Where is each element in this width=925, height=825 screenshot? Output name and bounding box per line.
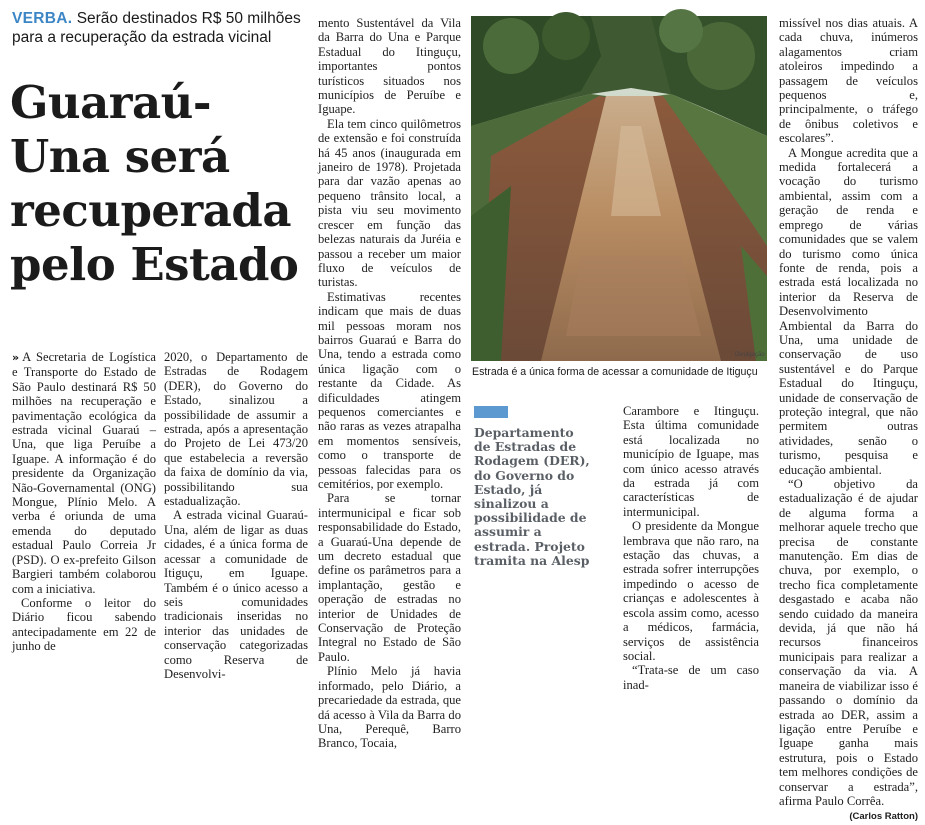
byline-row	[779, 808, 918, 824]
kicker	[12, 9, 307, 47]
photo-caption: Estrada é a única forma de acessar a comunidade de Itiguçu	[472, 366, 758, 378]
paragraph: 2020, o Departamento de Estradas de Rodagem (DER), do Governo do Estado, sinalizou a possibilidade de assumir a estrada, após a apresentação do Projeto de Lei 473/20 que estabelecia a reversão da faixa de domínio da via, possibilitando sua estadualização.	[164, 350, 308, 509]
article-column-4	[623, 404, 759, 692]
headline: Guaraú-Una será recuperada pelo Estado	[10, 76, 299, 291]
paragraph: Conforme o leitor do Diário ficou sabendo antecipadamente em 22 de junho de	[12, 595, 156, 654]
paragraph: Ela tem cinco quilômetros de extensão e foi construída há 45 anos (inaugurada em janeiro de 1978). Projetada para dar vazão apenas ao pequeno trânsito local, a pista viu seu movimento crescer em função das belezas naturais da Juréia e passou a receber um maior fluxo de veículos de turistas.	[318, 116, 461, 290]
paragraph: “Trata-se de um caso inad-	[623, 663, 759, 692]
article-column-5	[779, 16, 918, 823]
article-column-1	[12, 350, 156, 654]
paragraph: Carambore e Itinguçu. Esta última comunidade está localizada no município de Iguape, mas com único acesso através da estrada já com características de intermunicipal.	[623, 404, 759, 519]
kicker-text: Serão destinados R$ 50 milhões para a recuperação da estrada vicinal	[12, 10, 301, 46]
kicker-tag: VERBA.	[12, 10, 73, 27]
paragraph: O presidente da Mongue lembrava que não raro, na estação das chuvas, a estrada sofrer interrupções impedindo o acesso de crianças e adolescentes à escola assim como, acesso a médicos, farmácia, serviços de assistência social.	[623, 519, 759, 663]
pull-quote: Departamento de Estradas de Rodagem (DER), do Governo do Estado, já sinalizou a possibilidade de assumir a estrada. Projeto tramita na Alesp	[474, 425, 590, 568]
photo-credit: Divulgação	[735, 352, 765, 358]
paragraph: Para se tornar intermunicipal e ficar sob responsabilidade do Estado, a Guaraú-Una depende de um decreto estadual que define os parâmetros para a implantação, gestão e operação de estradas no interior de Unidades de Conservação de Proteção Integral no Estado de São Paulo.	[318, 491, 461, 664]
paragraph: missível nos dias atuais. A cada chuva, inúmeros alagamentos criam atoleiros impedindo a passagem de veículos pequenos e, principalmente, o tráfego de ônibus coletivos e escolares”.	[779, 16, 918, 146]
paragraph: Plínio Melo já havia informado, pelo Diário, a precariedade da estrada, que dá acesso à Vila da Barra do Una, Perequê, Barro Branco, Tocaia,	[318, 664, 461, 751]
paragraph: A Mongue acredita que a medida fortalecerá a vocação do turismo ambiental, assim com a geração de renda e emprego de várias comunidades que se valem do turismo como única fonte de renda, pois a estrada está localizada no interior da Reserva de Desenvolvimento Ambiental da Barra do Una, uma unidade de conservação de uso sustentável e do Parque Estadual do Itinguçu, unidade de conservação de proteção integral, que não permitem outras atividades, senão o turismo, pesquisa e educação ambiental.	[779, 145, 918, 477]
paragraph: A estrada vicinal Guaraú-Una, além de ligar as duas cidades, é a única forma de acessar a comunidade de Itiguçu, em Iguape. Também é o único acesso a seis comunidades tradicionais inseridas no interior das unidades de conservação categorizadas como Reserva de Desenvolvi-	[164, 508, 308, 681]
paragraph: » A Secretaria de Logística e Transporte do Estado de São Paulo destinará R$ 50 milhões na recuperação e pavimentação ecológica da estrada vicinal Guaraú – Una, que liga Peruíbe a Iguape. A informação é do presidente da Organização Não-Governamental (ONG) Mongue, Plínio Melo. A verba é oriunda de uma emenda do deputado estadual Paulo Correia Jr (PSD). O ex-prefeito Gilson Bargieri também colaborou com a iniciativa.	[12, 350, 156, 596]
bullet-icon: »	[12, 351, 20, 364]
article-column-3	[318, 16, 461, 751]
article-column-2	[164, 350, 308, 681]
flooded-road-illustration	[471, 16, 767, 361]
author-signature: (Carlos Ratton)	[849, 811, 918, 823]
pull-quote-accent-bar	[474, 406, 508, 418]
paragraph: mento Sustentável da Vila da Barra do Una e Parque Estadual do Itinguçu, importantes pontos turísticos situados nos municípios de Peruíbe e Iguape.	[318, 16, 461, 117]
paragraph: Estimativas recentes indicam que mais de duas mil pessoas moram nos bairros Guaraú e Barra do Una, tendo a estrada como única ligação com o restante da Cidade. As dificuldades atingem pequenos comerciantes e não raras as vezes atrapalha em momentos sensíveis, como o transporte de pessoas falecidas para os cemitérios, por exemplo.	[318, 289, 461, 491]
paragraph: “O objetivo da estadualização é de ajudar de alguma forma a melhorar aquele trecho que precisa de constante manutenção. Em dias de chuva, por exemplo, o trecho fica completamente desgastado e acaba não sendo cuidado da maneira devida, já que não há recursos financeiros municipais para realizar a conservação da via. A maneira de viabilizar isso é passando o domínio da estrada ao DER, assim a ligação entre Peruíbe e Iguape ganha mais estrutura, pois o Estado tem melhores condições de conservar a estrada”, afirma Paulo Corrêa.	[779, 477, 918, 808]
road-photo	[471, 16, 767, 361]
